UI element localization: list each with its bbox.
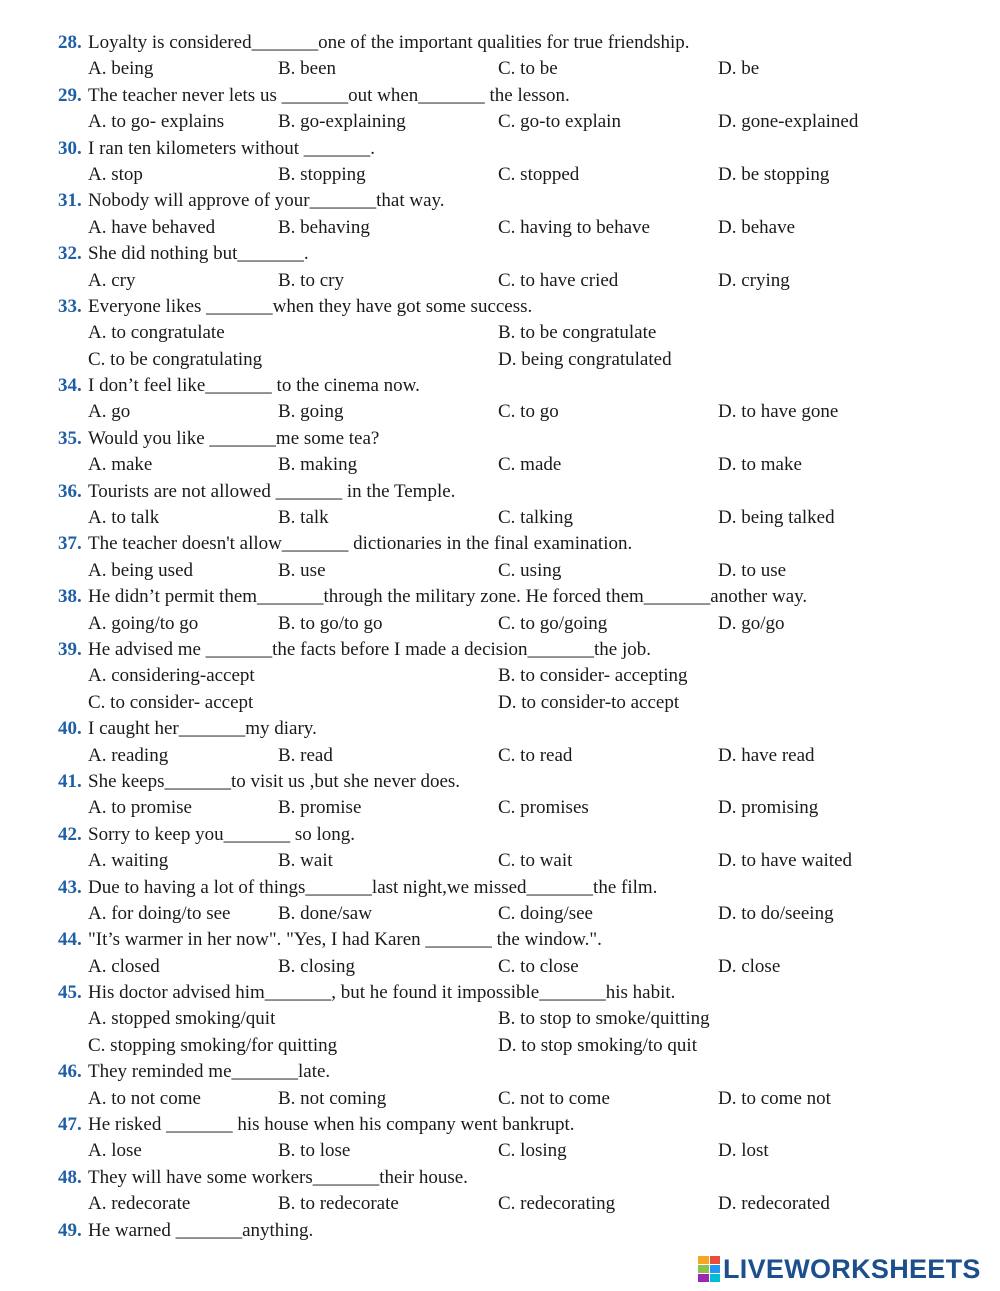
options-row bbox=[0, 1191, 1000, 1217]
logo-text: LIVEWORKSHEETS bbox=[723, 1253, 981, 1284]
answer-option-d[interactable]: D. lost bbox=[718, 1140, 769, 1162]
question-42 bbox=[0, 822, 1000, 875]
question-35 bbox=[0, 426, 1000, 479]
question-number: 34. bbox=[58, 375, 82, 397]
question-number: 48. bbox=[58, 1166, 82, 1188]
answer-option-d[interactable]: D. to consider-to accept bbox=[498, 691, 680, 713]
question-text: The teacher doesn't allow_______ dictionaries in the final examination. bbox=[88, 533, 633, 555]
question-number: 41. bbox=[58, 770, 82, 792]
answer-option-d[interactable]: D. to use bbox=[718, 559, 787, 581]
answer-option-c[interactable]: C. to have cried bbox=[498, 269, 619, 291]
options-row bbox=[0, 1033, 1000, 1059]
answer-option-b[interactable]: B. to lose bbox=[278, 1140, 351, 1162]
answer-option-d[interactable]: D. behave bbox=[718, 216, 796, 238]
answer-option-c[interactable]: C. promises bbox=[498, 797, 589, 819]
question-number: 33. bbox=[58, 295, 82, 317]
question-text: His doctor advised him_______, but he found it impossible_______his habit. bbox=[88, 982, 676, 1004]
logo-square bbox=[710, 1265, 721, 1273]
question-line bbox=[0, 426, 1000, 452]
answer-option-d[interactable]: D. being talked bbox=[718, 507, 835, 529]
answer-option-c[interactable]: C. redecorating bbox=[498, 1193, 616, 1215]
answer-option-a[interactable]: A. for doing/to see bbox=[88, 902, 231, 924]
question-49 bbox=[0, 1218, 1000, 1244]
answer-option-d[interactable]: D. go/go bbox=[718, 612, 785, 634]
question-number: 47. bbox=[58, 1114, 82, 1136]
question-line bbox=[0, 30, 1000, 56]
question-line bbox=[0, 584, 1000, 610]
question-34 bbox=[0, 373, 1000, 426]
question-line bbox=[0, 83, 1000, 109]
question-line bbox=[0, 373, 1000, 399]
question-text: Nobody will approve of your_______that way. bbox=[88, 190, 445, 212]
answer-option-a[interactable]: A. reading bbox=[88, 744, 169, 766]
answer-option-b[interactable]: B. use bbox=[278, 559, 326, 581]
question-43 bbox=[0, 875, 1000, 928]
question-text: Everyone likes _______when they have got some success. bbox=[88, 295, 533, 317]
question-line bbox=[0, 822, 1000, 848]
options-row bbox=[0, 56, 1000, 82]
answer-option-d[interactable]: D. gone-explained bbox=[718, 111, 859, 133]
answer-option-c[interactable]: C. losing bbox=[498, 1140, 567, 1162]
question-line bbox=[0, 927, 1000, 953]
answer-option-d[interactable]: D. to have waited bbox=[718, 850, 853, 872]
answer-option-b[interactable]: B. been bbox=[278, 58, 337, 80]
options-row bbox=[0, 954, 1000, 980]
question-text: I don’t feel like_______ to the cinema now. bbox=[88, 375, 420, 397]
question-46 bbox=[0, 1059, 1000, 1112]
question-number: 35. bbox=[58, 427, 82, 449]
question-number: 39. bbox=[58, 638, 82, 660]
question-text: He warned _______anything. bbox=[88, 1219, 314, 1241]
question-line bbox=[0, 531, 1000, 557]
worksheet bbox=[0, 30, 1000, 1244]
question-text: Loyalty is considered_______one of the important qualities for true friendship. bbox=[88, 32, 690, 53]
question-number: 46. bbox=[58, 1061, 82, 1083]
question-30 bbox=[0, 136, 1000, 189]
logo-square bbox=[698, 1274, 709, 1282]
answer-option-b[interactable]: B. go-explaining bbox=[278, 111, 406, 133]
answer-option-c[interactable]: C. to go bbox=[498, 401, 559, 423]
answer-option-a[interactable]: A. waiting bbox=[88, 850, 169, 872]
question-text: Sorry to keep you_______ so long. bbox=[88, 823, 356, 845]
answer-option-b[interactable]: B. not coming bbox=[278, 1087, 387, 1109]
question-text: The teacher never lets us _______out when_______ the lesson. bbox=[88, 84, 570, 106]
question-40 bbox=[0, 716, 1000, 769]
question-text: He advised me _______the facts before I made a decision_______the job. bbox=[88, 638, 651, 660]
answer-option-b[interactable]: B. to stop to smoke/quitting bbox=[498, 1008, 710, 1030]
question-36 bbox=[0, 479, 1000, 532]
question-28 bbox=[0, 30, 1000, 83]
answer-option-a[interactable]: A. have behaved bbox=[88, 216, 216, 238]
answer-option-b[interactable]: B. to cry bbox=[278, 269, 344, 291]
answer-option-a[interactable]: A. to congratulate bbox=[88, 322, 225, 344]
question-text: Would you like _______me some tea? bbox=[88, 427, 380, 449]
question-line bbox=[0, 980, 1000, 1006]
answer-option-d[interactable]: D. to make bbox=[718, 454, 802, 476]
options-row bbox=[0, 162, 1000, 188]
answer-option-c[interactable]: C. to be bbox=[498, 58, 558, 80]
options-row bbox=[0, 505, 1000, 531]
answer-option-b[interactable]: B. to consider- accepting bbox=[498, 665, 688, 687]
answer-option-a[interactable]: A. redecorate bbox=[88, 1193, 191, 1215]
answer-option-b[interactable]: B. behaving bbox=[278, 216, 370, 238]
question-line bbox=[0, 1112, 1000, 1138]
answer-option-d[interactable]: D. be bbox=[718, 58, 760, 80]
answer-option-d[interactable]: D. redecorated bbox=[718, 1193, 830, 1215]
options-row bbox=[0, 848, 1000, 874]
options-row bbox=[0, 109, 1000, 135]
options-row bbox=[0, 215, 1000, 241]
options-row bbox=[0, 1086, 1000, 1112]
answer-option-c[interactable]: C. to go/going bbox=[498, 612, 608, 634]
logo-square bbox=[710, 1256, 721, 1264]
options-row bbox=[0, 399, 1000, 425]
answer-option-d[interactable]: D. close bbox=[718, 955, 781, 977]
answer-option-b[interactable]: B. stopping bbox=[278, 163, 366, 185]
question-text: Due to having a lot of things_______last night,we missed_______the film. bbox=[88, 876, 658, 898]
question-number: 45. bbox=[58, 982, 82, 1004]
logo-square bbox=[710, 1274, 721, 1282]
liveworksheets-logo bbox=[698, 1254, 981, 1284]
options-row bbox=[0, 347, 1000, 373]
options-row bbox=[0, 1138, 1000, 1164]
answer-option-a[interactable]: A. going/to go bbox=[88, 612, 199, 634]
question-text: I ran ten kilometers without _______. bbox=[88, 137, 376, 159]
options-row bbox=[0, 320, 1000, 346]
options-row bbox=[0, 743, 1000, 769]
question-number: 31. bbox=[58, 190, 82, 212]
answer-option-a[interactable]: A. make bbox=[88, 454, 153, 476]
question-38 bbox=[0, 584, 1000, 637]
question-text: She did nothing but_______. bbox=[88, 243, 309, 265]
answer-option-a[interactable]: A. to talk bbox=[88, 507, 160, 529]
answer-option-d[interactable]: D. to come not bbox=[718, 1087, 831, 1109]
question-29 bbox=[0, 83, 1000, 136]
logo-square bbox=[698, 1265, 709, 1273]
answer-option-d[interactable]: D. to stop smoking/to quit bbox=[498, 1034, 697, 1056]
options-row bbox=[0, 558, 1000, 584]
answer-option-c[interactable]: C. made bbox=[498, 454, 562, 476]
question-line bbox=[0, 637, 1000, 663]
answer-option-b[interactable]: B. promise bbox=[278, 797, 362, 819]
question-number: 28. bbox=[58, 32, 82, 53]
answer-option-a[interactable]: A. stop bbox=[88, 163, 143, 185]
question-number: 49. bbox=[58, 1219, 82, 1241]
answer-option-c[interactable]: C. to wait bbox=[498, 850, 573, 872]
question-number: 37. bbox=[58, 533, 82, 555]
answer-option-b[interactable]: B. going bbox=[278, 401, 344, 423]
question-32 bbox=[0, 241, 1000, 294]
answer-option-b[interactable]: B. to redecorate bbox=[278, 1193, 399, 1215]
answer-option-a[interactable]: A. being used bbox=[88, 559, 194, 581]
answer-option-d[interactable]: D. have read bbox=[718, 744, 815, 766]
liveworksheets-logo-icon bbox=[698, 1256, 720, 1282]
question-text: He risked _______ his house when his company went bankrupt. bbox=[88, 1114, 575, 1136]
answer-option-b[interactable]: B. done/saw bbox=[278, 902, 372, 924]
answer-option-c[interactable]: C. to consider- accept bbox=[88, 691, 254, 713]
answer-option-a[interactable]: A. to promise bbox=[88, 797, 192, 819]
question-44 bbox=[0, 927, 1000, 980]
question-line bbox=[0, 136, 1000, 162]
answer-option-a[interactable]: A. being bbox=[88, 58, 154, 80]
question-text: They will have some workers_______their house. bbox=[88, 1166, 468, 1188]
options-row bbox=[0, 1006, 1000, 1032]
options-row bbox=[0, 690, 1000, 716]
answer-option-a[interactable]: A. lose bbox=[88, 1140, 142, 1162]
answer-option-c[interactable]: C. doing/see bbox=[498, 902, 593, 924]
question-33 bbox=[0, 294, 1000, 373]
question-line bbox=[0, 479, 1000, 505]
question-45 bbox=[0, 980, 1000, 1059]
answer-option-d[interactable]: D. promising bbox=[718, 797, 819, 819]
answer-option-b[interactable]: B. to be congratulate bbox=[498, 322, 657, 344]
answer-option-c[interactable]: C. using bbox=[498, 559, 562, 581]
question-number: 43. bbox=[58, 876, 82, 898]
question-37 bbox=[0, 531, 1000, 584]
answer-option-c[interactable]: C. to be congratulating bbox=[88, 348, 263, 370]
question-number: 44. bbox=[58, 929, 82, 951]
answer-option-c[interactable]: C. to close bbox=[498, 955, 579, 977]
question-line bbox=[0, 1165, 1000, 1191]
question-number: 42. bbox=[58, 823, 82, 845]
question-number: 30. bbox=[58, 137, 82, 159]
answer-option-a[interactable]: A. go bbox=[88, 401, 131, 423]
answer-option-b[interactable]: B. read bbox=[278, 744, 333, 766]
answer-option-d[interactable]: D. being congratulated bbox=[498, 348, 672, 370]
question-line bbox=[0, 241, 1000, 267]
question-48 bbox=[0, 1165, 1000, 1218]
answer-option-a[interactable]: A. stopped smoking/quit bbox=[88, 1008, 276, 1030]
question-number: 38. bbox=[58, 586, 82, 608]
answer-option-c[interactable]: C. not to come bbox=[498, 1087, 610, 1109]
question-line bbox=[0, 716, 1000, 742]
answer-option-b[interactable]: B. closing bbox=[278, 955, 356, 977]
answer-option-b[interactable]: B. making bbox=[278, 454, 358, 476]
options-row bbox=[0, 611, 1000, 637]
question-number: 32. bbox=[58, 243, 82, 265]
answer-option-b[interactable]: B. talk bbox=[278, 507, 329, 529]
question-text: She keeps_______to visit us ,but she never does. bbox=[88, 770, 461, 792]
answer-option-a[interactable]: A. closed bbox=[88, 955, 160, 977]
answer-option-c[interactable]: C. having to behave bbox=[498, 216, 650, 238]
answer-option-c[interactable]: C. talking bbox=[498, 507, 573, 529]
question-line bbox=[0, 1059, 1000, 1085]
question-number: 36. bbox=[58, 480, 82, 502]
question-line bbox=[0, 1218, 1000, 1244]
answer-option-d[interactable]: D. be stopping bbox=[718, 163, 830, 185]
question-text: He didn’t permit them_______through the military zone. He forced them_______another way. bbox=[88, 586, 808, 608]
answer-option-a[interactable]: A. considering-accept bbox=[88, 665, 255, 687]
answer-option-c[interactable]: C. stopping smoking/for quitting bbox=[88, 1034, 338, 1056]
options-row bbox=[0, 663, 1000, 689]
question-31 bbox=[0, 188, 1000, 241]
options-row bbox=[0, 795, 1000, 821]
question-line bbox=[0, 188, 1000, 214]
options-row bbox=[0, 268, 1000, 294]
answer-option-b[interactable]: B. to go/to go bbox=[278, 612, 383, 634]
options-row bbox=[0, 901, 1000, 927]
question-line bbox=[0, 769, 1000, 795]
answer-option-d[interactable]: D. to have gone bbox=[718, 401, 839, 423]
answer-option-c[interactable]: C. to read bbox=[498, 744, 573, 766]
options-row bbox=[0, 452, 1000, 478]
question-line bbox=[0, 875, 1000, 901]
answer-option-c[interactable]: C. go-to explain bbox=[498, 111, 621, 133]
answer-option-a[interactable]: A. to not come bbox=[88, 1087, 201, 1109]
question-number: 40. bbox=[58, 718, 82, 740]
question-47 bbox=[0, 1112, 1000, 1165]
answer-option-d[interactable]: D. to do/seeing bbox=[718, 902, 834, 924]
question-line bbox=[0, 294, 1000, 320]
question-41 bbox=[0, 769, 1000, 822]
answer-option-a[interactable]: A. to go- explains bbox=[88, 111, 225, 133]
answer-option-a[interactable]: A. cry bbox=[88, 269, 136, 291]
answer-option-c[interactable]: C. stopped bbox=[498, 163, 580, 185]
question-text: I caught her_______my diary. bbox=[88, 718, 317, 740]
question-number: 29. bbox=[58, 84, 82, 106]
answer-option-d[interactable]: D. crying bbox=[718, 269, 790, 291]
logo-square bbox=[698, 1256, 709, 1264]
question-text: Tourists are not allowed _______ in the Temple. bbox=[88, 480, 456, 502]
answer-option-b[interactable]: B. wait bbox=[278, 850, 333, 872]
question-39 bbox=[0, 637, 1000, 716]
question-text: "It’s warmer in her now". "Yes, I had Karen _______ the window.". bbox=[88, 929, 602, 951]
question-text: They reminded me_______late. bbox=[88, 1061, 331, 1083]
